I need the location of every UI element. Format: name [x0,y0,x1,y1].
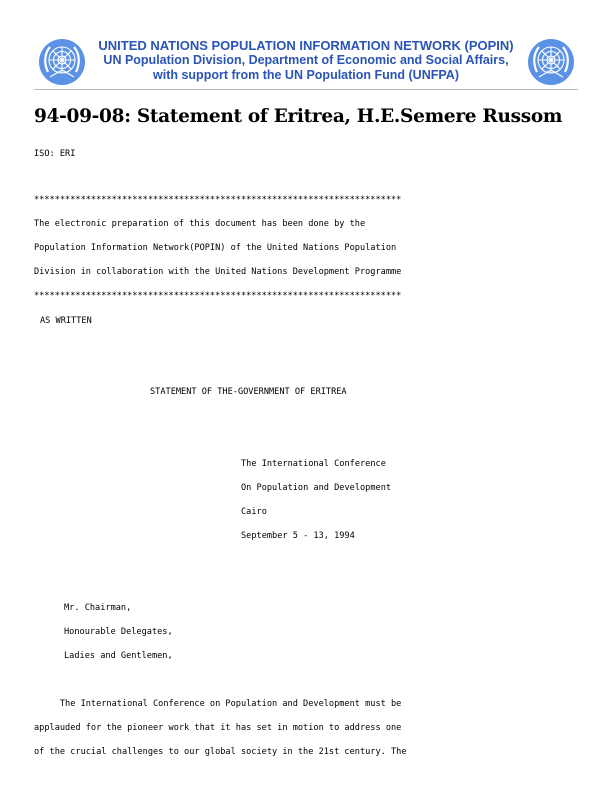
conference-line: Cairo [241,507,267,517]
body-paragraph-line: of the crucial challenges to our global society in the 21st century. The [34,747,407,757]
iso-code: ISO: ERI [34,149,76,159]
salutation-line: Ladies and Gentlemen, [64,651,173,661]
header-line-3: with support from the UN Population Fund (UNFPA) [153,68,459,82]
notice-line: Population Information Network(POPIN) of the United Nations Population [34,243,397,253]
conference-line: September 5 - 13, 1994 [241,531,355,541]
separator-stars: *********************************************************************** [34,291,402,301]
un-emblem-icon [527,38,575,86]
header-line-2: UN Population Division, Department of Economic and Social Affairs, [103,53,509,67]
statement-heading: STATEMENT OF THE-GOVERNMENT OF ERITREA [150,387,347,397]
un-emblem-icon [38,38,86,86]
notice-line: Division in collaboration with the United Nations Development Programme [34,267,402,277]
separator-stars: *********************************************************************** [34,195,402,205]
popin-header [90,38,522,83]
document-title: 94-09-08: Statement of Eritrea, H.E.Semere Russom [34,106,563,127]
body-paragraph-line: applauded for the pioneer work that it has set in motion to address one [34,723,402,733]
salutation-line: Mr. Chairman, [64,603,132,613]
conference-line: On Population and Development [241,483,392,493]
notice-line: The electronic preparation of this document has been done by the [34,219,366,229]
body-paragraph-line: The International Conference on Population and Development must be [34,699,402,709]
conference-line: The International Conference [241,459,386,469]
header-line-1: UNITED NATIONS POPULATION INFORMATION NETWORK (POPIN) [98,38,514,53]
salutation-line: Honourable Delegates, [64,627,173,637]
as-written-label: AS WRITTEN [40,316,92,326]
header-divider [34,89,578,90]
